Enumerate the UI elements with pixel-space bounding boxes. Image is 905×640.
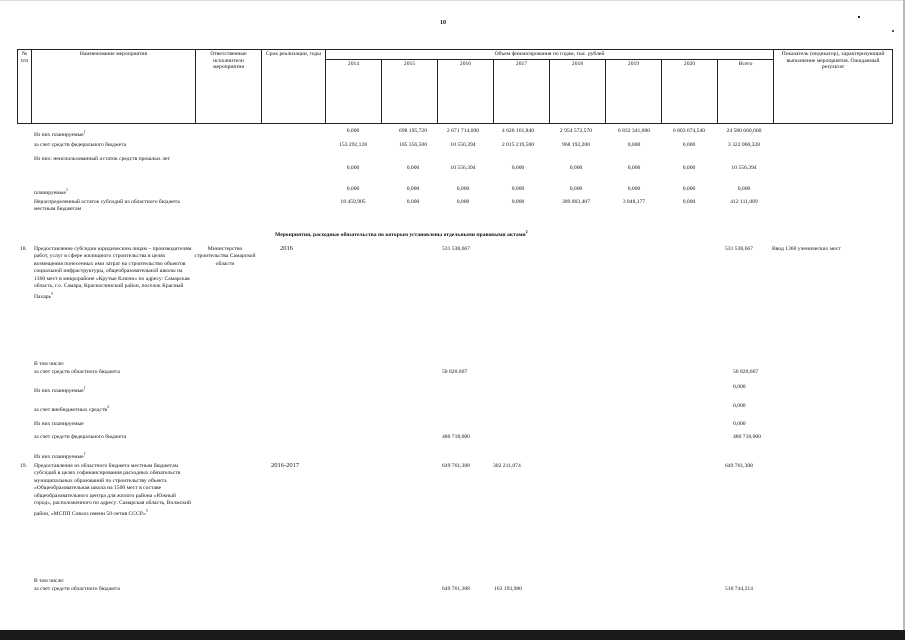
row-label bbox=[34, 434, 126, 441]
value-2016: 531 538,667 bbox=[442, 246, 470, 252]
value-year: 0,000 bbox=[511, 165, 525, 171]
row-label bbox=[34, 199, 186, 214]
value-year: 18 459,905 bbox=[340, 199, 366, 205]
value-year: 6 803 674,540 bbox=[672, 128, 706, 134]
header-year-total: Всего bbox=[718, 60, 774, 124]
section-title-text: Мероприятия, расходные обязательства по которым установлены отдельными правовыми актами bbox=[275, 231, 526, 238]
value-year: 4 620 161,840 bbox=[501, 128, 535, 134]
item-number: 19. bbox=[20, 463, 27, 469]
item-description bbox=[34, 246, 192, 302]
value-year: 2 954 572,570 bbox=[559, 128, 593, 134]
value-year: 153 292,128 bbox=[339, 142, 367, 148]
item-number: 18. bbox=[20, 246, 27, 252]
row-label-text: Из них планируемые bbox=[34, 131, 84, 138]
footnote-mark: 5 bbox=[145, 508, 148, 514]
item-description bbox=[34, 463, 192, 519]
value-year: 0,000 bbox=[346, 128, 360, 134]
value-2017: 163 193,980 bbox=[494, 586, 522, 592]
item-responsible: Министерство строительства Самарской области bbox=[194, 246, 256, 267]
value-total: 24 580 660,660 bbox=[726, 128, 762, 134]
scan-bottom-border bbox=[0, 630, 905, 640]
including-label: В том числе: bbox=[34, 361, 65, 367]
header-year: 2019 bbox=[606, 60, 662, 124]
value-year: 0,000 bbox=[406, 199, 420, 205]
row-label-text: Из них планируемые bbox=[34, 453, 84, 460]
header-num: № п/п bbox=[18, 50, 32, 124]
row-label-text: за счет средств федерального бюджета bbox=[34, 142, 127, 148]
value-year: 0,000 bbox=[627, 142, 641, 148]
item-description-text: Предоставление из областного бюджета местным бюджетам субсидий в целях софинансирования расходных обязательств муниципальных образований по строительству объекта «Общеобразовательная школа на 1500 мест в составе общеобразовательного центра для жилого района «Южный город», расположенного по адресу: Самарская область, Волжский район, «МСПП Совхоз имени 50-летия СССР» bbox=[34, 463, 191, 518]
scan-speck bbox=[892, 30, 894, 32]
header-responsible: Ответственные исполнители мероприятия bbox=[196, 50, 262, 124]
including-label: В том числе: bbox=[34, 578, 65, 584]
page-number: 10 bbox=[440, 20, 446, 26]
header-year: 2017 bbox=[494, 60, 550, 124]
footnote-mark: 1 bbox=[83, 451, 86, 456]
top-edge bbox=[0, 0, 905, 1]
value-year: 0,000 bbox=[346, 186, 360, 192]
value-year: 10 556,394 bbox=[450, 142, 476, 148]
value-year: 0,000 bbox=[627, 186, 641, 192]
value-total: 649 761,308 bbox=[725, 463, 753, 469]
footnote-mark: 2 bbox=[525, 229, 528, 234]
value-year: 6 832 341,000 bbox=[617, 128, 651, 134]
value-total: 0,000 bbox=[733, 403, 746, 409]
value-year: 0,000 bbox=[511, 186, 525, 192]
item-term: 2016 bbox=[280, 245, 293, 252]
value-year: 0,000 bbox=[682, 186, 696, 192]
row-label bbox=[34, 450, 86, 461]
footnote-mark: 1 bbox=[65, 187, 68, 192]
row-label-text: за счет средств областного бюджета bbox=[34, 369, 120, 375]
row-label bbox=[34, 156, 186, 163]
value-year: 389 803,407 bbox=[562, 199, 590, 205]
row-label bbox=[34, 369, 120, 376]
value-total: 531 538,667 bbox=[725, 246, 753, 252]
table-header bbox=[17, 49, 893, 124]
scan-speck bbox=[858, 16, 860, 18]
value-2016: 50 820,667 bbox=[442, 369, 468, 375]
row-label: за счет средств областного бюджета bbox=[34, 586, 120, 592]
footnote-mark: 1 bbox=[83, 129, 86, 134]
value-year: 0,000 bbox=[406, 165, 420, 171]
value-total: 0,000 bbox=[733, 421, 746, 427]
row-label-text: Из них планируемые bbox=[34, 421, 84, 427]
row-label bbox=[34, 142, 186, 149]
row-label-text: Из них: неиспользованный остаток средств прошлых лет bbox=[34, 156, 170, 162]
value-total: 510 744,214 bbox=[725, 586, 753, 592]
header-name: Наименование мероприятия bbox=[32, 50, 196, 124]
row-label bbox=[34, 421, 84, 428]
value-year: 10 556,394 bbox=[450, 165, 476, 171]
row-label-text: Нераспределенный остаток субсидий из областного бюджета местным бюджетам bbox=[34, 199, 180, 213]
value-total: 50 820,667 bbox=[733, 369, 759, 375]
footnote-mark: 2 bbox=[107, 404, 110, 409]
value-year: 3 848,177 bbox=[622, 199, 646, 205]
header-year: 2014 bbox=[326, 60, 382, 124]
value-2016: 480 718,000 bbox=[442, 434, 470, 440]
value-total: 0,000 bbox=[737, 186, 751, 192]
value-year: 968 192,200 bbox=[562, 142, 590, 148]
value-year: 185 356,500 bbox=[399, 142, 427, 148]
value-year: 0,000 bbox=[569, 186, 583, 192]
row-label bbox=[34, 403, 109, 414]
header-term: Срок реализации, годы bbox=[262, 50, 326, 124]
item-indicator: Ввод 1360 ученических мест bbox=[772, 246, 841, 252]
value-2016: 649 761,308 bbox=[442, 463, 470, 469]
value-year: 2 671 714,090 bbox=[446, 128, 480, 134]
footnote-mark: 5 bbox=[51, 291, 54, 297]
header-year: 2016 bbox=[438, 60, 494, 124]
row-label bbox=[34, 128, 186, 139]
value-2016: 649 761,308 bbox=[442, 586, 470, 592]
value-2017: 302 211,074 bbox=[493, 463, 521, 469]
row-label-text: за счет внебюджетных средств bbox=[34, 406, 108, 413]
value-year: 0,000 bbox=[682, 199, 696, 205]
value-year: 0,000 bbox=[627, 165, 641, 171]
item-description-text: Предоставление субсидии юридическим лицам – производителям работ, услуг в сфере жилищного строительства в целях возмещения понесенных ими затрат на строительство объектов социальной инфраструктуры, общеобразовательной школы на 1360 мест в микрорайоне «Крутые Ключи» по адресу: Самарская область, г.о. Самара, Красноглинский район, поселок Красный Пахарь bbox=[34, 246, 192, 301]
value-year: 0,000 bbox=[569, 165, 583, 171]
value-total: 0,000 bbox=[733, 384, 746, 390]
value-year: 0,000 bbox=[406, 186, 420, 192]
value-year: 0,000 bbox=[682, 165, 696, 171]
value-year: 0,000 bbox=[456, 199, 470, 205]
value-total: 412 111,089 bbox=[730, 199, 758, 205]
row-label-text: за счет средств федерального бюджета bbox=[34, 434, 127, 440]
row-label bbox=[34, 186, 186, 197]
value-total: 10 556,394 bbox=[731, 165, 757, 171]
item-term: 2016-2017 bbox=[271, 462, 300, 469]
value-total: 480 718,000 bbox=[733, 434, 761, 440]
row-label-text: планируемые bbox=[34, 189, 66, 196]
value-year: 2 015 219,500 bbox=[501, 142, 535, 148]
section-title bbox=[275, 228, 528, 239]
row-label bbox=[34, 384, 86, 395]
header-year: 2015 bbox=[382, 60, 438, 124]
header-indicator: Показатель (индикатор), характеризующий выполнение мероприятия. Ожидаемый результат bbox=[774, 50, 893, 124]
value-year: 0,000 bbox=[511, 199, 525, 205]
value-year: 0,000 bbox=[346, 165, 360, 171]
header-year: 2018 bbox=[550, 60, 606, 124]
header-year: 2020 bbox=[662, 60, 718, 124]
value-year: 0,000 bbox=[682, 142, 696, 148]
value-total: 3 322 060,328 bbox=[727, 142, 761, 148]
value-year: 698 195,720 bbox=[399, 128, 427, 134]
footnote-mark: 1 bbox=[83, 385, 86, 390]
row-label-text: Из них планируемые bbox=[34, 387, 84, 394]
value-year: 0,000 bbox=[456, 186, 470, 192]
header-funding: Объем финансирования по годам, тыс. рублей bbox=[326, 50, 774, 60]
